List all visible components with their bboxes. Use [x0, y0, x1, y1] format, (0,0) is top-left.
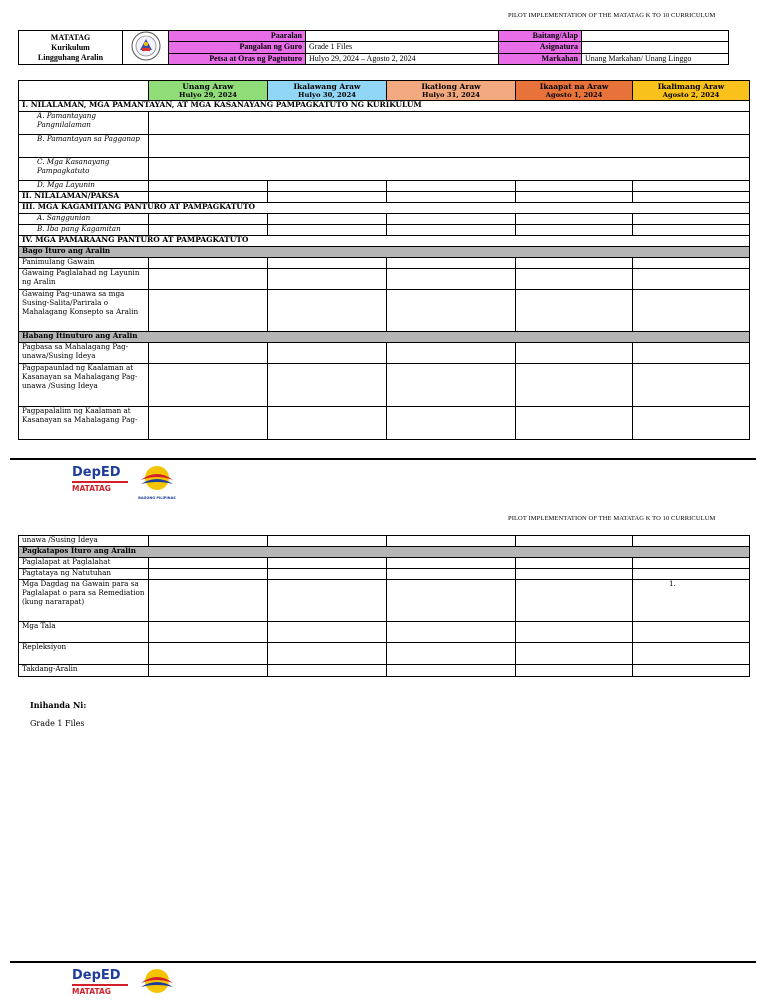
- petsa-label: Petsa at Oras ng Pagtuturo: [169, 53, 306, 64]
- row-gawaing-paglalahad: Gawaing Paglalahad ng Layunin ng Aralin: [19, 269, 149, 290]
- subsection-bago-ituro: Bago Ituro ang Aralin: [19, 247, 750, 258]
- header-info-table: [18, 30, 729, 65]
- row-pagpapalalim-part-2: unawa /Susing Ideya: [19, 536, 149, 547]
- row-mga-tala: Mga Tala: [19, 622, 149, 643]
- deped-wordmark-2: DepED: [72, 968, 121, 983]
- baitang-value: [582, 31, 729, 42]
- deped-seal-icon: [131, 31, 161, 61]
- petsa-value: Hulyo 29, 2024 – Agosto 2, 2024: [306, 53, 499, 64]
- title-block: [19, 31, 123, 65]
- day-4-header: Ikaapat na Araw Agosto 1, 2024: [516, 81, 633, 101]
- running-header-page-2: PILOT IMPLEMENTATION OF THE MATATAG K TO 10 CURRICULUM: [508, 515, 716, 522]
- section-4-heading: IV. MGA PAMARAANG PANTURO AT PAMPAGKATUTO: [19, 236, 750, 247]
- section-2-heading: II. NILALAMAN/PAKSA: [19, 192, 149, 203]
- row-pagpapalalim-part-1: Pagpapalalim ng Kaalaman at Kasanayan sa Mahalagang Pag-: [19, 407, 149, 440]
- lesson-plan-table-page-1: [18, 80, 750, 440]
- section-3-heading: III. MGA KAGAMITANG PANTURO AT PAMPAGKATUTO: [19, 203, 750, 214]
- title-line-1: MATATAG: [50, 32, 91, 42]
- paaralan-label: Paaralan: [169, 31, 306, 42]
- bagong-pilipinas-icon-2: [135, 967, 179, 995]
- row-pagpapaunlad: Pagpapaunlad ng Kaalaman at Kasanayan sa Mahalagang Pag-unawa /Susing Ideya: [19, 364, 149, 407]
- deped-matatag-logo-1: [72, 466, 128, 500]
- row-mga-dagdag-na-gawain: Mga Dagdag na Gawain para sa Paglalapat o para sa Remediation (kung nararapat): [19, 580, 149, 622]
- guro-value: Grade 1 Files: [306, 42, 499, 53]
- row-pamantayan-sa-pagganap: B. Pamantayan sa Pagganap: [19, 135, 149, 158]
- prepared-by-name: Grade 1 Files: [30, 719, 85, 728]
- row-mga-kasanayang: C. Mga Kasanayang Pampagkatuto: [19, 158, 149, 181]
- bagong-pilipinas-text: BAGONG PILIPINAS: [138, 496, 176, 500]
- dagdag-day-5-cell: 1.: [633, 580, 750, 622]
- row-repleksiyon: Repleksiyon: [19, 643, 149, 665]
- bagong-pilipinas-logo-1: [135, 464, 179, 500]
- row-iba-pang-kagamitan: B. Iba pang Kagamitan: [19, 225, 149, 236]
- baitang-label: Baitang/Alap: [499, 31, 582, 42]
- page-2-footer-rule: [10, 961, 756, 963]
- row-pagtataya: Pagtataya ng Natutuhan: [19, 569, 149, 580]
- subsection-habang-itinuturo: Habang Itinuturo ang Aralin: [19, 332, 750, 343]
- row-sanggunian: A. Sanggunian: [19, 214, 149, 225]
- asignatura-value: [582, 42, 729, 53]
- section-1-heading: I. NILALAMAN, MGA PAMANTAYAN, AT MGA KASANAYANG PAMPAGKATUTO NG KURIKULUM: [19, 101, 750, 112]
- row-panimulang-gawain: Panimulang Gawain: [19, 258, 149, 269]
- bagong-pilipinas-icon: [135, 464, 179, 492]
- day-3-header: Ikatlong Araw Hulyo 31, 2024: [387, 81, 516, 101]
- deped-seal: [123, 31, 169, 65]
- row-mga-layunin: D. Mga Layunin: [19, 181, 149, 192]
- row-takdang-aralin: Takdang-Aralin: [19, 665, 149, 677]
- paaralan-value: [306, 31, 499, 42]
- matatag-wordmark: MATATAG: [72, 484, 111, 493]
- deped-matatag-logo-2: [72, 969, 128, 1003]
- markahan-value: Unang Markahan/ Unang Linggo: [582, 53, 729, 64]
- matatag-wordmark-2: MATATAG: [72, 987, 111, 996]
- markahan-label: Markahan: [499, 53, 582, 64]
- subsection-pagkatapos-ituro: Pagkatapos Ituro ang Aralin: [19, 547, 750, 558]
- prepared-by-label: Inihanda Ni:: [30, 700, 87, 710]
- asignatura-label: Asignatura: [499, 42, 582, 53]
- row-paglalapat: Paglalapat at Paglalahat: [19, 558, 149, 569]
- page-1-footer-rule: [10, 458, 756, 460]
- lesson-plan-table-page-2: [18, 535, 750, 677]
- running-header: PILOT IMPLEMENTATION OF THE MATATAG K TO 10 CURRICULUM: [508, 12, 716, 19]
- title-line-3: Lingguhang Aralin: [37, 52, 104, 62]
- bagong-pilipinas-logo-2: [135, 967, 179, 1003]
- deped-wordmark: DepED: [72, 465, 121, 480]
- row-pamantayang-pangnilalaman: A. Pamantayang Pangnilalaman: [19, 112, 149, 135]
- day-1-header: Unang Araw Hulyo 29, 2024: [149, 81, 268, 101]
- row-pagbasa: Pagbasa sa Mahalagang Pag-unawa/Susing Ideya: [19, 343, 149, 364]
- title-line-2: Kurikulum: [51, 42, 90, 52]
- row-gawaing-pag-unawa: Gawaing Pag-unawa sa mga Susing-Salita/Parirala o Mahalagang Konsepto sa Aralin: [19, 290, 149, 332]
- guro-label: Pangalan ng Guro: [169, 42, 306, 53]
- day-header-row: [19, 81, 750, 101]
- day-2-header: Ikalawang Araw Hulyo 30, 2024: [268, 81, 387, 101]
- day-5-header: Ikalimang Araw Agosto 2, 2024: [633, 81, 750, 101]
